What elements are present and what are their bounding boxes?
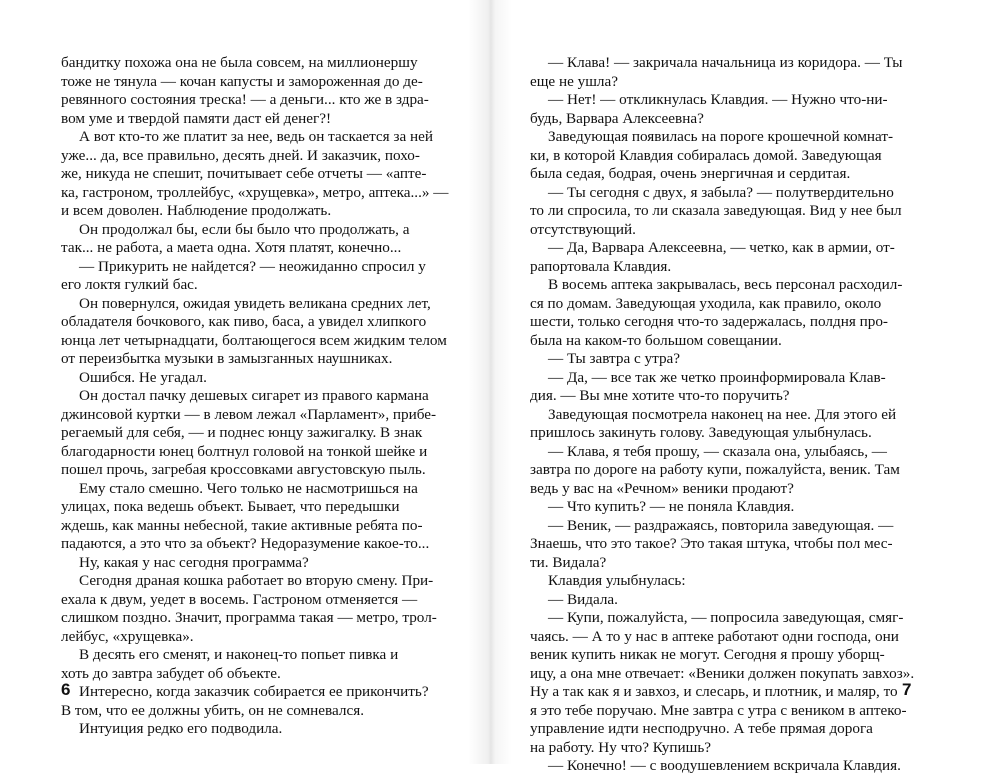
left-page bbox=[0, 0, 492, 764]
text-line: — Конечно! — с воодушевлением вскричала Клавдия. bbox=[548, 757, 901, 774]
text-line: — Нет! — откликнулась Клавдия. — Нужно что-ни- bbox=[548, 91, 888, 108]
text-line: ка, гастроном, троллейбус, «хрущевка», метро, аптека...» — bbox=[61, 183, 449, 201]
text-line: — Да, Варвара Алексеевна, — четко, как в армии, от- bbox=[548, 239, 895, 256]
text-line: лейбус, «хрущевка». bbox=[61, 627, 194, 645]
text-line: пришлось закинуть голову. Заведующая улыбнулась. bbox=[530, 424, 872, 441]
text-line: Ну а так как я и завхоз, и слесарь, и плотник, и маляр, то bbox=[530, 683, 898, 700]
text-line: и всем доволен. Наблюдение продолжать. bbox=[61, 202, 332, 219]
text-line: Ошибся. Не угадал. bbox=[79, 368, 207, 386]
text-line: А вот кто-то же платит за нее, ведь он таскается за ней bbox=[79, 128, 433, 145]
text-line: — Купи, пожалуйста, — попросила заведующая, смяг- bbox=[548, 609, 904, 626]
text-line: ждешь, как манны небесной, такие активные ребята по- bbox=[61, 516, 423, 534]
text-line: В восемь аптека закрывалась, весь персонал расходил- bbox=[548, 276, 903, 293]
text-line: ведь у вас на «Речном» веники продают? bbox=[530, 479, 794, 497]
text-line: падаются, а это что за объект? Недоразумение какое-то... bbox=[61, 535, 430, 552]
text-line: В десять его сменят, и наконец-то попьет пивка и bbox=[79, 646, 399, 663]
text-line: Он достал пачку дешевых сигарет из правого кармана bbox=[79, 387, 429, 404]
text-line: Знаешь, что это такое? Это такая штука, чтобы пол мес- bbox=[530, 535, 893, 552]
text-line: ки, в которой Клавдия собиралась домой. Заведующая bbox=[530, 146, 882, 164]
text-line: уже... да, все правильно, десять дней. И заказчик, похо- bbox=[61, 146, 420, 164]
text-line: Он повернулся, ожидая увидеть великана средних лет, bbox=[79, 294, 431, 312]
text-line: Сегодня драная кошка работает во вторую смену. При- bbox=[79, 572, 434, 589]
text-line: регаемый для себя, — и поднес юнцу зажигалку. В знак bbox=[61, 424, 423, 441]
text-line: — Видала. bbox=[548, 590, 618, 608]
text-line: дия. — Вы мне хотите что-то поручить? bbox=[530, 387, 790, 404]
text-line: В том, что ее должны убить, он не сомневался. bbox=[61, 701, 364, 719]
text-line: пошел прочь, загребая кроссовками августовскую пыль. bbox=[61, 461, 426, 478]
text-line: ревянного состояния треска! — а деньги... кто же в здра- bbox=[61, 91, 429, 108]
text-line: — Что купить? — не поняла Клавдия. bbox=[548, 498, 795, 515]
text-line: шести, только сегодня что-то задержалась, полдня про- bbox=[530, 313, 888, 330]
text-line: улицах, пока ведешь объект. Бывает, что передышки bbox=[61, 498, 400, 515]
text-line: Клавдия улыбнулась: bbox=[548, 572, 686, 589]
text-line: я это тебе поручаю. Мне завтра с утра с веником в аптеко- bbox=[530, 701, 907, 719]
text-line: тоже не тянула — кочан капусты и замороженная до де- bbox=[61, 72, 423, 90]
right-page bbox=[492, 0, 1004, 774]
text-line: так... не работа, а маета одна. Хотя платят, конечно... bbox=[61, 239, 402, 256]
text-line: завтра по дороге на работу купи, пожалуйста, веник. Там bbox=[530, 461, 900, 478]
text-line: — Ты сегодня с двух, я забыла? — полутвердительно bbox=[548, 183, 894, 201]
text-line: чаясь. — А то у нас в аптеке работают одни господа, они bbox=[530, 627, 899, 645]
text-line: — Клава, я тебя прошу, — сказала она, улыбаясь, — bbox=[548, 442, 887, 460]
text-line: Заведующая появилась на пороге крошечной комнат- bbox=[548, 128, 894, 145]
left-page-text bbox=[61, 54, 449, 739]
right-page-number: 7 bbox=[902, 680, 912, 699]
text-line: благодарности юнец болтнул головой на тонкой шейке и bbox=[61, 442, 428, 460]
text-line: — Ты завтра с утра? bbox=[548, 350, 681, 367]
text-line: отсутствующий. bbox=[530, 220, 636, 238]
text-line: то ли спросила, то ли сказала заведующая. Вид у нее был bbox=[530, 202, 902, 219]
text-line: рапортовала Клавдия. bbox=[530, 257, 672, 275]
text-line: от переизбытка музыки в замызганных наушниках. bbox=[61, 350, 393, 367]
text-line: — Веник, — раздражаясь, повторила заведующая. — bbox=[548, 516, 894, 534]
text-line: Интересно, когда заказчик собирается ее прикончить? bbox=[79, 683, 429, 700]
text-line: управление идти несподручно. А тебе прямая дорога bbox=[530, 720, 873, 737]
text-line: его локтя гулкий бас. bbox=[61, 276, 198, 293]
text-line: будь, Варвара Алексеевна? bbox=[530, 109, 704, 127]
text-line: — Клава! — закричала начальница из коридора. — Ты bbox=[548, 54, 903, 71]
text-line: обладателя бочкового, как пиво, баса, а увидел хлипкого bbox=[61, 313, 427, 330]
text-line: ти. Видала? bbox=[530, 553, 607, 571]
left-page-number: 6 bbox=[61, 680, 71, 699]
text-line: юнца лет четырнадцати, болтающегося всем жидким телом bbox=[61, 331, 447, 349]
text-line: бандитку похожа она не была совсем, на миллионершу bbox=[61, 54, 418, 71]
text-line: — Да, — все так же четко проинформировала Клав- bbox=[548, 368, 886, 386]
right-page-text bbox=[530, 54, 922, 776]
text-line: слишком поздно. Значит, программа такая — метро, трол- bbox=[61, 609, 437, 626]
text-line: ехала к двум, уедет в восемь. Гастроном отменяется — bbox=[61, 590, 418, 608]
text-line: еще не ушла? bbox=[530, 72, 618, 90]
text-line: джинсовой куртки — в левом лежал «Парламент», прибе- bbox=[61, 405, 437, 423]
text-line: хоть до завтра забудет об объекте. bbox=[61, 664, 281, 682]
text-line: Ему стало смешно. Чего только не насмотришься на bbox=[79, 479, 418, 497]
text-line: Ну, какая у нас сегодня программа? bbox=[79, 553, 309, 571]
text-line: ицу, а она мне отвечает: «Веники должен покупать завхоз». bbox=[530, 664, 915, 682]
text-line: — Прикурить не найдется? — неожиданно спросил у bbox=[79, 257, 426, 275]
text-line: на работу. Ну что? Купишь? bbox=[530, 738, 711, 756]
text-line: была на каком-то большом совещании. bbox=[530, 331, 782, 349]
text-line: была седая, бодрая, очень энергичная и сердитая. bbox=[530, 165, 851, 182]
text-line: Он продолжал бы, если бы было что продолжать, а bbox=[79, 220, 410, 238]
text-line: же, никуда не спешит, почитывает себе отчеты — «апте- bbox=[61, 165, 427, 182]
text-line: Заведующая посмотрела наконец на нее. Для этого ей bbox=[548, 405, 897, 423]
text-line: Интуиция редко его подводила. bbox=[79, 720, 283, 737]
text-line: веник купить никак не могут. Сегодня я прошу уборщ- bbox=[530, 646, 885, 663]
text-line: ся по домам. Заведующая уходила, как правило, около bbox=[530, 294, 882, 312]
text-line: вом уме и твердой памяти даст ей денег?! bbox=[61, 109, 332, 127]
